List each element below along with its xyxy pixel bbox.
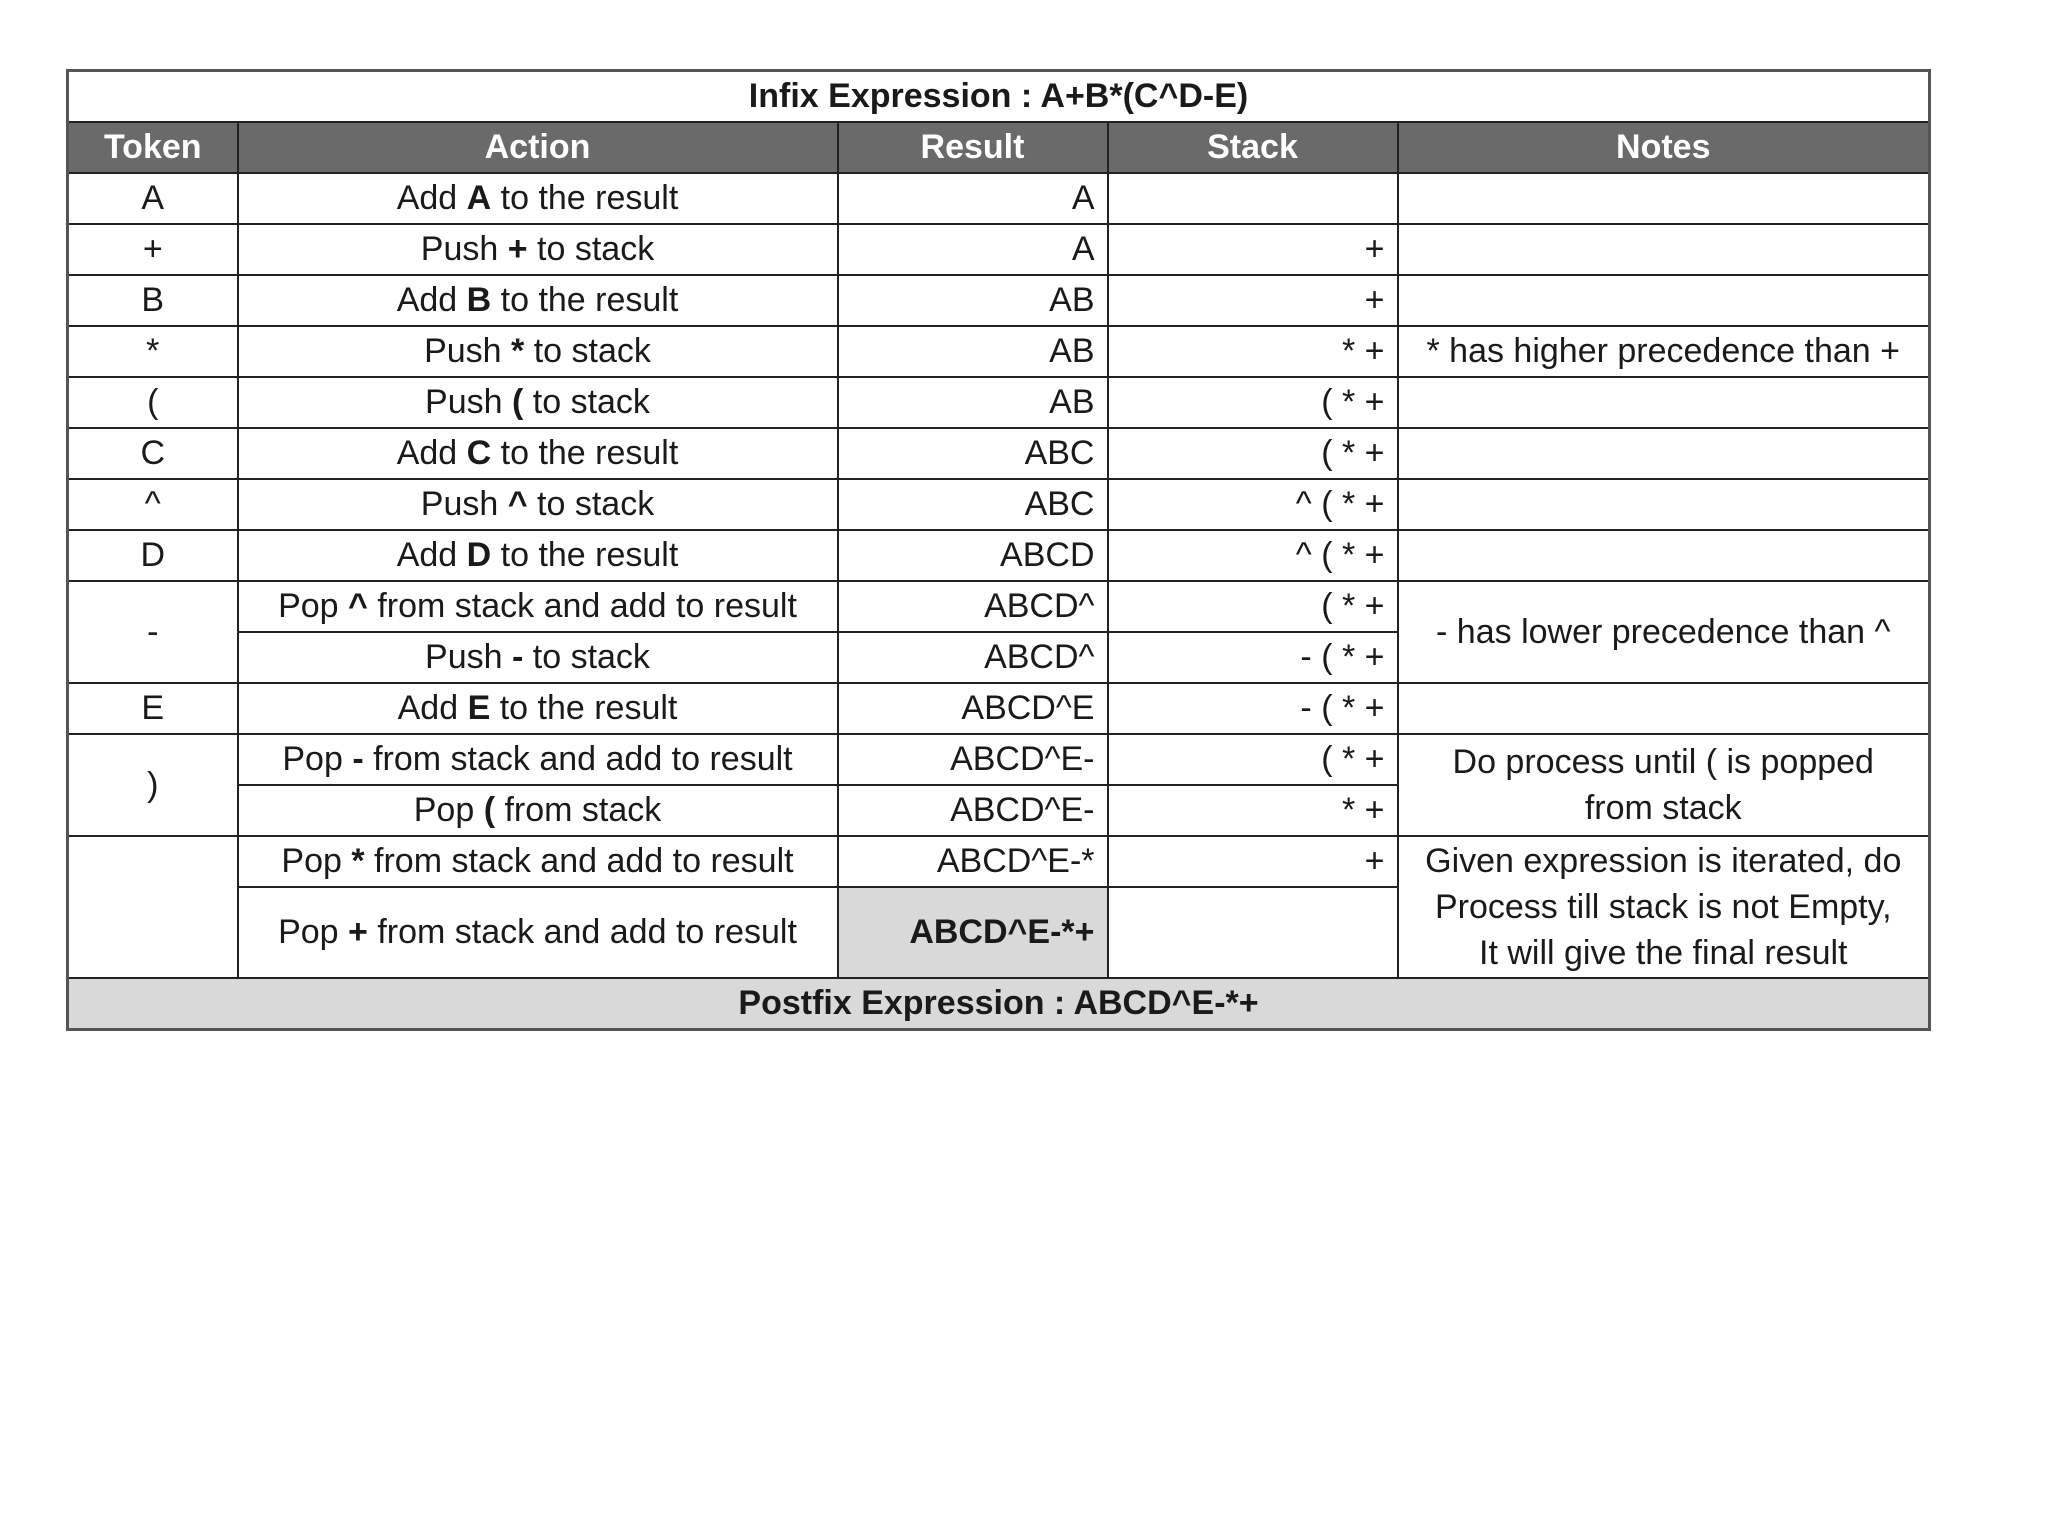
token-cell: - xyxy=(68,581,238,683)
stack-cell: - ( * + xyxy=(1108,632,1398,683)
action-cell: Add B to the result xyxy=(238,275,838,326)
token-cell xyxy=(68,836,238,978)
table-row xyxy=(68,530,1930,581)
action-cell: Push ( to stack xyxy=(238,377,838,428)
stack-cell xyxy=(1108,887,1398,978)
header-action: Action xyxy=(238,122,838,173)
token-cell: ( xyxy=(68,377,238,428)
footer-row xyxy=(68,978,1930,1030)
stack-cell: ( * + xyxy=(1108,734,1398,785)
result-cell: ABCD^E xyxy=(838,683,1108,734)
token-cell: D xyxy=(68,530,238,581)
title-row xyxy=(68,71,1930,123)
result-cell: A xyxy=(838,173,1108,224)
header-token: Token xyxy=(68,122,238,173)
token-cell: ) xyxy=(68,734,238,836)
conversion-table xyxy=(66,69,1931,1031)
table-row xyxy=(68,428,1930,479)
result-cell: AB xyxy=(838,275,1108,326)
stack-cell: * + xyxy=(1108,326,1398,377)
result-cell: AB xyxy=(838,326,1108,377)
table-row xyxy=(68,326,1930,377)
action-cell: Add D to the result xyxy=(238,530,838,581)
result-cell: A xyxy=(838,224,1108,275)
token-cell: * xyxy=(68,326,238,377)
table-row xyxy=(68,173,1930,224)
table-row xyxy=(68,479,1930,530)
header-row xyxy=(68,122,1930,173)
table-row xyxy=(68,224,1930,275)
notes-cell xyxy=(1398,683,1930,734)
action-cell: Add C to the result xyxy=(238,428,838,479)
notes-cell xyxy=(1398,173,1930,224)
result-cell: ABCD^E- xyxy=(838,734,1108,785)
notes-cell xyxy=(1398,377,1930,428)
action-cell: Pop ^ from stack and add to result xyxy=(238,581,838,632)
stack-cell: + xyxy=(1108,224,1398,275)
result-cell: ABCD xyxy=(838,530,1108,581)
result-cell: ABCD^ xyxy=(838,581,1108,632)
token-cell: ^ xyxy=(68,479,238,530)
infix-title: Infix Expression : A+B*(C^D-E) xyxy=(68,71,1930,123)
action-cell: Push * to stack xyxy=(238,326,838,377)
stack-cell: + xyxy=(1108,836,1398,887)
stack-cell: + xyxy=(1108,275,1398,326)
action-cell: Pop * from stack and add to result xyxy=(238,836,838,887)
token-cell: A xyxy=(68,173,238,224)
result-cell: ABC xyxy=(838,428,1108,479)
action-cell: Push - to stack xyxy=(238,632,838,683)
action-cell: Pop ( from stack xyxy=(238,785,838,836)
notes-cell xyxy=(1398,428,1930,479)
stack-cell: ( * + xyxy=(1108,581,1398,632)
action-cell: Pop + from stack and add to result xyxy=(238,887,838,978)
stack-cell: ^ ( * + xyxy=(1108,479,1398,530)
header-result: Result xyxy=(838,122,1108,173)
final-result-cell: ABCD^E-*+ xyxy=(838,887,1108,978)
action-cell: Add E to the result xyxy=(238,683,838,734)
notes-cell-minus: - has lower precedence than ^ xyxy=(1398,581,1930,683)
result-cell: ABC xyxy=(838,479,1108,530)
stack-cell: * + xyxy=(1108,785,1398,836)
notes-cell xyxy=(1398,224,1930,275)
notes-cell-star: * has higher precedence than + xyxy=(1398,326,1930,377)
table-row xyxy=(68,275,1930,326)
action-cell: Push + to stack xyxy=(238,224,838,275)
action-cell: Pop - from stack and add to result xyxy=(238,734,838,785)
notes-cell xyxy=(1398,530,1930,581)
token-cell: + xyxy=(68,224,238,275)
result-cell: ABCD^ xyxy=(838,632,1108,683)
token-cell: B xyxy=(68,275,238,326)
stack-cell: ^ ( * + xyxy=(1108,530,1398,581)
notes-cell-paren: Do process until ( is popped from stack xyxy=(1398,734,1930,836)
header-notes: Notes xyxy=(1398,122,1930,173)
table-row xyxy=(68,836,1930,887)
result-cell: ABCD^E-* xyxy=(838,836,1108,887)
notes-cell xyxy=(1398,479,1930,530)
notes-cell-final: Given expression is iterated, do Process till stack is not Empty, It will give the final result xyxy=(1398,836,1930,978)
table-row xyxy=(68,377,1930,428)
header-stack: Stack xyxy=(1108,122,1398,173)
table-row xyxy=(68,734,1930,785)
notes-cell xyxy=(1398,275,1930,326)
action-cell: Add A to the result xyxy=(238,173,838,224)
token-cell: C xyxy=(68,428,238,479)
result-cell: ABCD^E- xyxy=(838,785,1108,836)
result-cell: AB xyxy=(838,377,1108,428)
action-cell: Push ^ to stack xyxy=(238,479,838,530)
table-row xyxy=(68,683,1930,734)
token-cell: E xyxy=(68,683,238,734)
table-row xyxy=(68,581,1930,632)
stack-cell xyxy=(1108,173,1398,224)
postfix-footer: Postfix Expression : ABCD^E-*+ xyxy=(68,978,1930,1030)
stack-cell: ( * + xyxy=(1108,428,1398,479)
stack-cell: ( * + xyxy=(1108,377,1398,428)
stack-cell: - ( * + xyxy=(1108,683,1398,734)
